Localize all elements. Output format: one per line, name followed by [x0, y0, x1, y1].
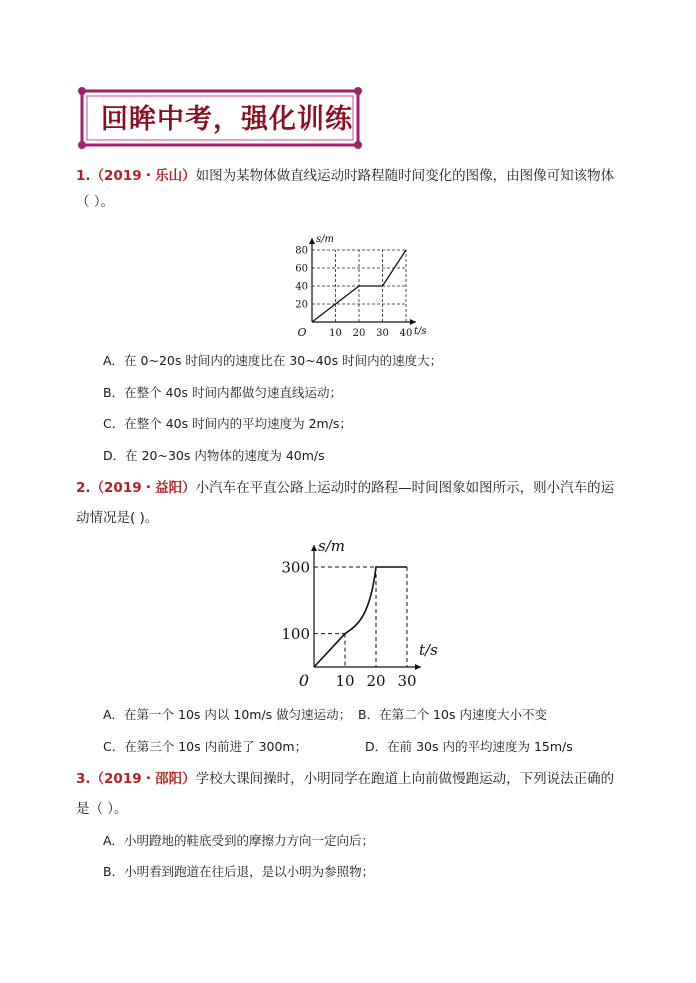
chart-1 [288, 222, 438, 342]
x-axis-arrow [410, 319, 416, 325]
banner-title: 回眸中考，强化训练 [101, 104, 353, 135]
question-2 [76, 478, 636, 528]
origin-label: 0 [298, 671, 310, 690]
q3-option-a: A．小明蹬地的鞋底受到的摩擦力方向一定向后； [103, 833, 375, 848]
question-stem-line2: 动情况是( )。 [76, 510, 159, 526]
question-number: 3. [76, 771, 91, 787]
question-source: （2019・益阳） [90, 480, 196, 496]
y-tick-label: 40 [295, 281, 308, 293]
q1-option-d: D．在 20~30s 内物体的速度为 40m/s [103, 448, 325, 463]
x-tick-label: 30 [376, 328, 389, 339]
section-banner [76, 85, 366, 151]
question-source: （2019・邵阳） [90, 771, 196, 787]
x-tick-label: 40 [399, 328, 413, 339]
x-tick-label: 20 [352, 328, 366, 339]
x-axis-arrow [415, 664, 421, 670]
origin-label: O [297, 326, 307, 339]
chart-2 [276, 535, 446, 695]
y-tick-label: 80 [295, 245, 308, 257]
q1-option-b: B．在整个 40s 时间内都做匀速直线运动； [103, 385, 342, 400]
q1-option-a: A．在 0~20s 时间内的速度比在 30~40s 时间内的速度大； [103, 353, 443, 368]
x-axis-label: t/s [414, 326, 427, 337]
q2-option-b: B．在第二个 10s 内速度大小不变 [358, 707, 547, 722]
question-1 [76, 166, 636, 212]
x-tick-label: 20 [366, 672, 386, 690]
y-tick-label: 100 [281, 624, 310, 643]
q2-option-c: C．在第三个 10s 内前进了 300m； [103, 739, 308, 754]
x-axis-label: t/s [419, 641, 438, 659]
data-line [314, 567, 407, 667]
question-number: 2. [76, 480, 91, 496]
y-axis-label: s/m [316, 234, 334, 245]
question-stem-line2: （ ）。 [76, 194, 115, 210]
x-tick-label: 10 [335, 672, 355, 690]
y-axis-label: s/m [318, 537, 345, 555]
x-tick-label: 30 [397, 672, 417, 690]
y-tick-label: 20 [295, 299, 308, 311]
x-tick-label: 10 [329, 328, 342, 339]
question-stem: 小汽车在平直公路上运动时的路程—时间图象如图所示，则小汽车的运 [195, 480, 615, 496]
y-tick-label: 300 [281, 558, 310, 577]
question-source: （2019・乐山） [90, 168, 196, 184]
y-axis-arrow [311, 545, 317, 551]
question-number: 1. [76, 168, 91, 184]
question-3 [76, 769, 636, 819]
q3-option-b: B．小明看到跑道在往后退，是以小明为参照物； [103, 864, 375, 879]
q2-option-d: D．在前 30s 内的平均速度为 15m/s [365, 739, 573, 754]
question-stem: 学校大课间操时，小明同学在跑道上向前做慢跑运动，下列说法正确的 [195, 771, 615, 787]
y-axis-arrow [309, 238, 315, 244]
q2-option-a: A．在第一个 10s 内以 10m/s 做匀速运动； [103, 707, 352, 722]
y-tick-label: 60 [295, 263, 308, 275]
q1-option-c: C．在整个 40s 时间内的平均速度为 2m/s； [103, 416, 352, 431]
question-stem: 如图为某物体做直线运动时路程随时间变化的图像，由图像可知该物体 [195, 168, 615, 184]
question-stem-line2: 是（ ）。 [76, 801, 128, 817]
